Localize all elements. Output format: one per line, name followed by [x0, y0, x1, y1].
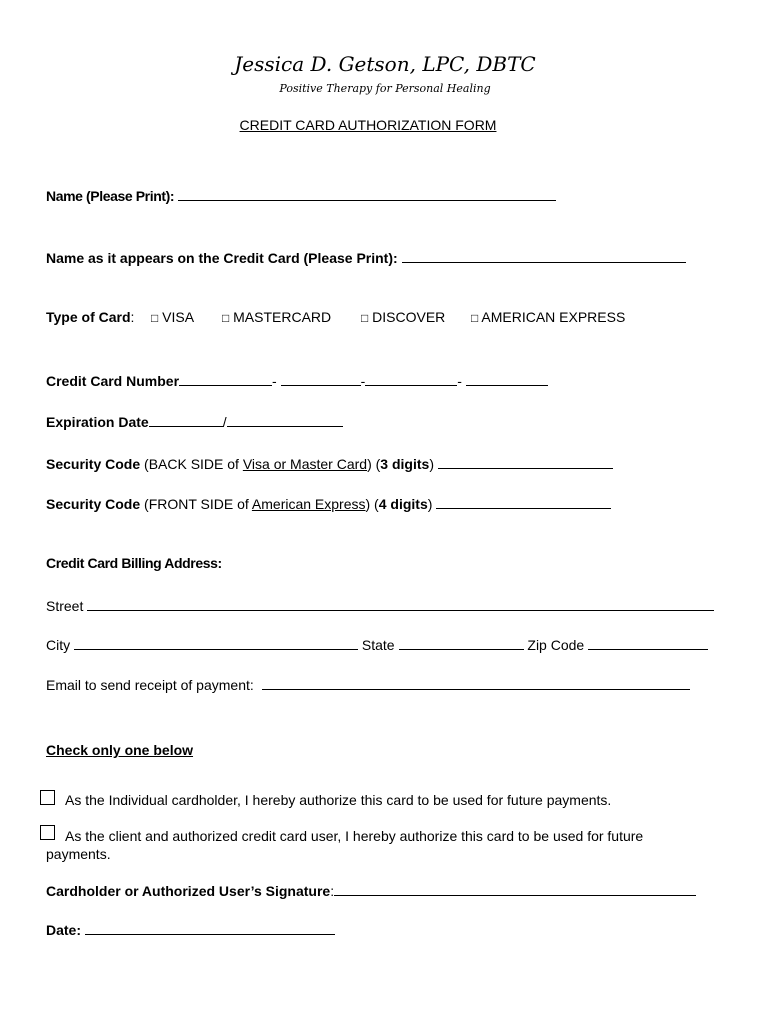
security-code-back-text: (BACK SIDE of: [144, 456, 243, 472]
card-number-group-2[interactable]: [281, 371, 361, 386]
security-code-front-field[interactable]: [436, 494, 611, 509]
city-state-zip-row: [46, 635, 708, 653]
street-label: Street: [46, 598, 84, 614]
expiration-row: [46, 412, 343, 430]
signature-colon: :: [330, 883, 335, 899]
mastercard-label: MASTERCARD: [233, 309, 332, 325]
discover-label: DISCOVER: [372, 309, 446, 325]
practice-tagline: Positive Therapy for Personal Healing: [279, 82, 491, 95]
card-name-label: Name as it appears on the Credit Card (Please Print):: [46, 250, 398, 266]
security-code-label: Security Code: [46, 456, 141, 472]
card-number-group-3[interactable]: [365, 371, 457, 386]
date-row: [46, 920, 335, 938]
authorized-user-text: As the client and authorized credit card user, I hereby authorize this card to be used for future: [65, 828, 644, 844]
expiration-year-field[interactable]: [227, 412, 343, 427]
security-code-front-text: ) (: [365, 496, 379, 512]
american-express-text: American Express: [251, 496, 366, 512]
signature-field[interactable]: [334, 881, 696, 896]
card-number-separator: -: [360, 373, 366, 389]
amex-checkbox-icon[interactable]: □: [471, 311, 479, 325]
card-number-group-1[interactable]: [179, 371, 272, 386]
card-number-group-4[interactable]: [466, 371, 548, 386]
expiration-label: Expiration Date: [46, 414, 149, 430]
check-one-heading: Check only one below: [46, 742, 194, 758]
card-type-label: Type of Card: [46, 309, 131, 325]
state-field[interactable]: [399, 635, 524, 650]
form-title: CREDIT CARD AUTHORIZATION FORM: [239, 117, 497, 133]
signature-label: Cardholder or Authorized User’s Signature: [46, 883, 331, 899]
email-field[interactable]: [262, 675, 690, 690]
card-type-visa[interactable]: [151, 309, 194, 325]
state-label: State: [361, 637, 395, 653]
billing-heading: Credit Card Billing Address:: [46, 555, 222, 571]
card-type-discover[interactable]: [361, 309, 445, 325]
card-type-mastercard[interactable]: [222, 309, 331, 325]
three-digits-text: 3 digits: [380, 456, 430, 472]
security-code-back-text: ) (: [367, 456, 381, 472]
street-row: [46, 596, 714, 614]
visa-mastercard-text: Visa or Master Card: [242, 456, 368, 472]
practitioner-name: Jessica D. Getson, LPC, DBTC: [234, 52, 536, 76]
name-row: [46, 186, 556, 204]
email-row: [46, 675, 690, 693]
amex-label: AMERICAN EXPRESS: [481, 309, 626, 325]
security-code-front-text: (FRONT SIDE of: [144, 496, 252, 512]
authorized-user-checkbox[interactable]: [40, 825, 55, 840]
individual-cardholder-text: As the Individual cardholder, I hereby authorize this card to be used for future payments.: [65, 792, 612, 808]
mastercard-checkbox-icon[interactable]: □: [222, 311, 230, 325]
visa-label: VISA: [162, 309, 195, 325]
security-code-back-row: [46, 454, 613, 472]
four-digits-text: 4 digits: [378, 496, 428, 512]
card-name-field[interactable]: [402, 248, 686, 263]
card-type-colon: :: [130, 309, 135, 325]
city-field[interactable]: [74, 635, 358, 650]
email-label: Email to send receipt of payment:: [46, 677, 254, 693]
security-code-back-text: ): [429, 456, 434, 472]
security-code-back-field[interactable]: [438, 454, 613, 469]
street-field[interactable]: [87, 596, 714, 611]
security-code-label: Security Code: [46, 496, 141, 512]
card-number-separator: -: [457, 373, 462, 389]
date-label: Date:: [46, 922, 82, 938]
card-number-separator: -: [272, 373, 277, 389]
discover-checkbox-icon[interactable]: □: [361, 311, 369, 325]
security-code-front-row: [46, 494, 611, 512]
date-field[interactable]: [85, 920, 335, 935]
security-code-front-text: ): [427, 496, 433, 512]
authorized-user-text-continued: payments.: [46, 846, 111, 862]
card-type-amex[interactable]: [471, 309, 625, 325]
card-type-row: [46, 309, 134, 325]
expiration-month-field[interactable]: [149, 412, 223, 427]
card-number-row: [46, 371, 548, 389]
visa-checkbox-icon[interactable]: □: [151, 311, 159, 325]
card-name-row: [46, 248, 686, 266]
city-label: City: [46, 637, 71, 653]
name-label: Name (Please Print):: [46, 188, 175, 204]
expiration-separator: /: [222, 414, 227, 430]
signature-row: [46, 881, 696, 899]
zip-label: Zip Code: [527, 637, 585, 653]
card-number-label: Credit Card Number: [46, 373, 180, 389]
individual-cardholder-checkbox[interactable]: [40, 790, 55, 805]
name-field[interactable]: [178, 186, 556, 201]
zip-field[interactable]: [588, 635, 708, 650]
